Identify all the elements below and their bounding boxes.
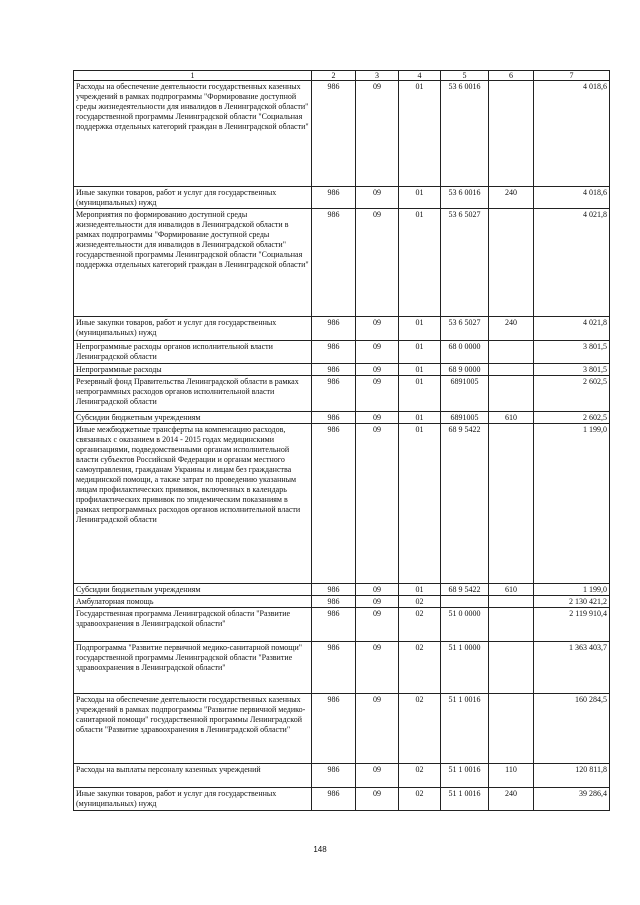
row-value-cell: 02 <box>399 764 441 788</box>
table-row <box>74 694 610 764</box>
row-name-cell: Расходы на выплаты персоналу казенных учреждений <box>74 764 312 788</box>
row-value-cell <box>489 424 534 584</box>
row-value-cell: 3 801,5 <box>534 364 610 376</box>
table-row <box>74 596 610 608</box>
header-cell: 6 <box>489 71 534 81</box>
row-value-cell: 01 <box>399 424 441 584</box>
row-value-cell: 120 811,8 <box>534 764 610 788</box>
header-cell: 7 <box>534 71 610 81</box>
table-row <box>74 81 610 187</box>
header-row <box>74 71 610 81</box>
row-value-cell <box>489 209 534 317</box>
row-value-cell: 01 <box>399 584 441 596</box>
budget-table <box>73 70 610 811</box>
row-value-cell: 53 6 5027 <box>441 209 489 317</box>
row-value-cell: 986 <box>312 209 356 317</box>
row-name-cell: Резервный фонд Правительства Ленинградской области в рамках непрограммных расходов органов исполнительной власти Ленинградской области <box>74 376 312 412</box>
row-value-cell: 4 021,8 <box>534 209 610 317</box>
row-value-cell: 01 <box>399 317 441 341</box>
table-row <box>74 364 610 376</box>
row-value-cell: 09 <box>356 608 399 642</box>
row-value-cell: 240 <box>489 317 534 341</box>
row-value-cell: 6891005 <box>441 412 489 424</box>
row-name-cell: Иные закупки товаров, работ и услуг для государственных (муниципальных) нужд <box>74 187 312 209</box>
row-value-cell: 09 <box>356 364 399 376</box>
row-value-cell: 160 284,5 <box>534 694 610 764</box>
row-name-cell: Иные закупки товаров, работ и услуг для государственных (муниципальных) нужд <box>74 317 312 341</box>
row-value-cell: 51 0 0000 <box>441 608 489 642</box>
row-name-cell: Иные межбюджетные трансферты на компенсацию расходов, связанных с оказанием в 2014 - 2015 годах медицинскими организациями, подведомственными органам исполнительной власти субъектов Российской Федерации и органам местного самоуправления, гражданам Украины и лицам без гражданства медицинской помощи, а также затрат по проведению указанным лицам профилактических прививок, включенных в календарь профилактических прививок по эпидемическим показаниям в рамках непрограммных расходов органов исполнительной власти Ленинградской области <box>74 424 312 584</box>
row-value-cell: 240 <box>489 788 534 811</box>
row-value-cell: 09 <box>356 596 399 608</box>
row-value-cell: 01 <box>399 376 441 412</box>
row-value-cell: 986 <box>312 764 356 788</box>
row-value-cell: 986 <box>312 694 356 764</box>
row-value-cell <box>489 596 534 608</box>
row-value-cell: 2 602,5 <box>534 412 610 424</box>
row-value-cell: 01 <box>399 341 441 364</box>
row-value-cell: 1 199,0 <box>534 424 610 584</box>
row-value-cell <box>441 596 489 608</box>
row-value-cell: 02 <box>399 596 441 608</box>
row-value-cell: 986 <box>312 596 356 608</box>
table-row <box>74 187 610 209</box>
table-row <box>74 642 610 694</box>
table-row <box>74 584 610 596</box>
row-value-cell: 01 <box>399 187 441 209</box>
row-value-cell: 4 018,6 <box>534 187 610 209</box>
row-name-cell: Непрограммные расходы <box>74 364 312 376</box>
row-value-cell: 01 <box>399 81 441 187</box>
row-value-cell: 09 <box>356 187 399 209</box>
row-value-cell: 51 1 0016 <box>441 694 489 764</box>
row-name-cell: Субсидии бюджетным учреждениям <box>74 584 312 596</box>
row-value-cell: 4 021,8 <box>534 317 610 341</box>
budget-sheet <box>73 70 609 811</box>
table-row <box>74 424 610 584</box>
row-value-cell: 68 9 5422 <box>441 584 489 596</box>
row-value-cell: 610 <box>489 412 534 424</box>
row-value-cell: 986 <box>312 376 356 412</box>
header-cell: 2 <box>312 71 356 81</box>
row-value-cell: 09 <box>356 317 399 341</box>
row-value-cell: 51 1 0000 <box>441 642 489 694</box>
row-value-cell: 01 <box>399 412 441 424</box>
row-value-cell: 68 9 0000 <box>441 364 489 376</box>
row-value-cell <box>489 694 534 764</box>
row-value-cell: 53 6 5027 <box>441 317 489 341</box>
row-value-cell: 01 <box>399 209 441 317</box>
table-row <box>74 209 610 317</box>
row-value-cell: 51 1 0016 <box>441 788 489 811</box>
row-value-cell: 610 <box>489 584 534 596</box>
table-row <box>74 341 610 364</box>
row-name-cell: Иные закупки товаров, работ и услуг для государственных (муниципальных) нужд <box>74 788 312 811</box>
row-value-cell: 4 018,6 <box>534 81 610 187</box>
table-row <box>74 412 610 424</box>
row-value-cell: 68 0 0000 <box>441 341 489 364</box>
row-name-cell: Подпрограмма "Развитие первичной медико-санитарной помощи" государственной программы Ленинградской области "Развитие здравоохранения в Ленинградской области" <box>74 642 312 694</box>
row-name-cell: Расходы на обеспечение деятельности государственных казенных учреждений в рамках подпрограммы "Развитие первичной медико-санитарной помощи" государственной программы Ленинградской области "Развитие здравоохранения в Ленинградской области" <box>74 694 312 764</box>
row-name-cell: Непрограммные расходы органов исполнительной власти Ленинградской области <box>74 341 312 364</box>
row-value-cell <box>489 81 534 187</box>
table-row <box>74 317 610 341</box>
row-value-cell: 02 <box>399 642 441 694</box>
row-value-cell: 986 <box>312 412 356 424</box>
row-value-cell <box>489 608 534 642</box>
table-row <box>74 608 610 642</box>
row-name-cell: Расходы на обеспечение деятельности государственных казенных учреждений в рамках подпрограммы "Формирование доступной среды жизнедеятельности для инвалидов в Ленинградской области" государственной программы Ленинградской области "Социальная поддержка отдельных категорий граждан в Ленинградской области" <box>74 81 312 187</box>
row-value-cell: 6891005 <box>441 376 489 412</box>
row-value-cell: 09 <box>356 341 399 364</box>
row-value-cell: 986 <box>312 642 356 694</box>
row-value-cell: 986 <box>312 584 356 596</box>
row-value-cell: 2 119 910,4 <box>534 608 610 642</box>
row-name-cell: Субсидии бюджетным учреждениям <box>74 412 312 424</box>
row-value-cell: 240 <box>489 187 534 209</box>
row-value-cell: 986 <box>312 364 356 376</box>
row-value-cell: 09 <box>356 584 399 596</box>
row-value-cell: 01 <box>399 364 441 376</box>
table-row <box>74 788 610 811</box>
row-value-cell: 986 <box>312 81 356 187</box>
row-value-cell: 02 <box>399 788 441 811</box>
row-value-cell: 09 <box>356 412 399 424</box>
table-row <box>74 376 610 412</box>
row-value-cell: 09 <box>356 788 399 811</box>
row-value-cell <box>489 642 534 694</box>
row-value-cell: 2 130 421,2 <box>534 596 610 608</box>
row-value-cell: 986 <box>312 187 356 209</box>
row-value-cell: 986 <box>312 608 356 642</box>
row-value-cell: 110 <box>489 764 534 788</box>
row-value-cell: 3 801,5 <box>534 341 610 364</box>
row-value-cell <box>489 341 534 364</box>
row-value-cell: 1 363 403,7 <box>534 642 610 694</box>
row-value-cell: 39 286,4 <box>534 788 610 811</box>
row-value-cell: 09 <box>356 764 399 788</box>
row-name-cell: Государственная программа Ленинградской области "Развитие здравоохранения в Ленинградской области" <box>74 608 312 642</box>
header-cell: 3 <box>356 71 399 81</box>
row-value-cell: 1 199,0 <box>534 584 610 596</box>
row-value-cell <box>489 376 534 412</box>
row-value-cell: 53 6 0016 <box>441 81 489 187</box>
header-cell: 1 <box>74 71 312 81</box>
row-value-cell: 986 <box>312 341 356 364</box>
row-value-cell: 68 9 5422 <box>441 424 489 584</box>
row-value-cell: 09 <box>356 81 399 187</box>
row-value-cell: 986 <box>312 317 356 341</box>
row-value-cell: 53 6 0016 <box>441 187 489 209</box>
row-value-cell: 09 <box>356 642 399 694</box>
row-value-cell: 2 602,5 <box>534 376 610 412</box>
row-value-cell: 09 <box>356 694 399 764</box>
row-value-cell: 02 <box>399 694 441 764</box>
header-cell: 5 <box>441 71 489 81</box>
row-value-cell: 986 <box>312 424 356 584</box>
row-value-cell: 02 <box>399 608 441 642</box>
row-name-cell: Мероприятия по формированию доступной среды жизнедеятельности для инвалидов в Ленинградской области в рамках подпрограммы "Формирование доступной среды жизнедеятельности для инвалидов в Ленинградской области" государственной программы Ленинградской области "Социальная поддержка отдельных категорий граждан в Ленинградской области" <box>74 209 312 317</box>
row-value-cell <box>489 364 534 376</box>
row-value-cell: 51 1 0016 <box>441 764 489 788</box>
page-number: 148 <box>313 845 327 854</box>
row-value-cell: 986 <box>312 788 356 811</box>
row-name-cell: Амбулаторная помощь <box>74 596 312 608</box>
row-value-cell: 09 <box>356 424 399 584</box>
table-row <box>74 764 610 788</box>
row-value-cell: 09 <box>356 209 399 317</box>
row-value-cell: 09 <box>356 376 399 412</box>
header-cell: 4 <box>399 71 441 81</box>
